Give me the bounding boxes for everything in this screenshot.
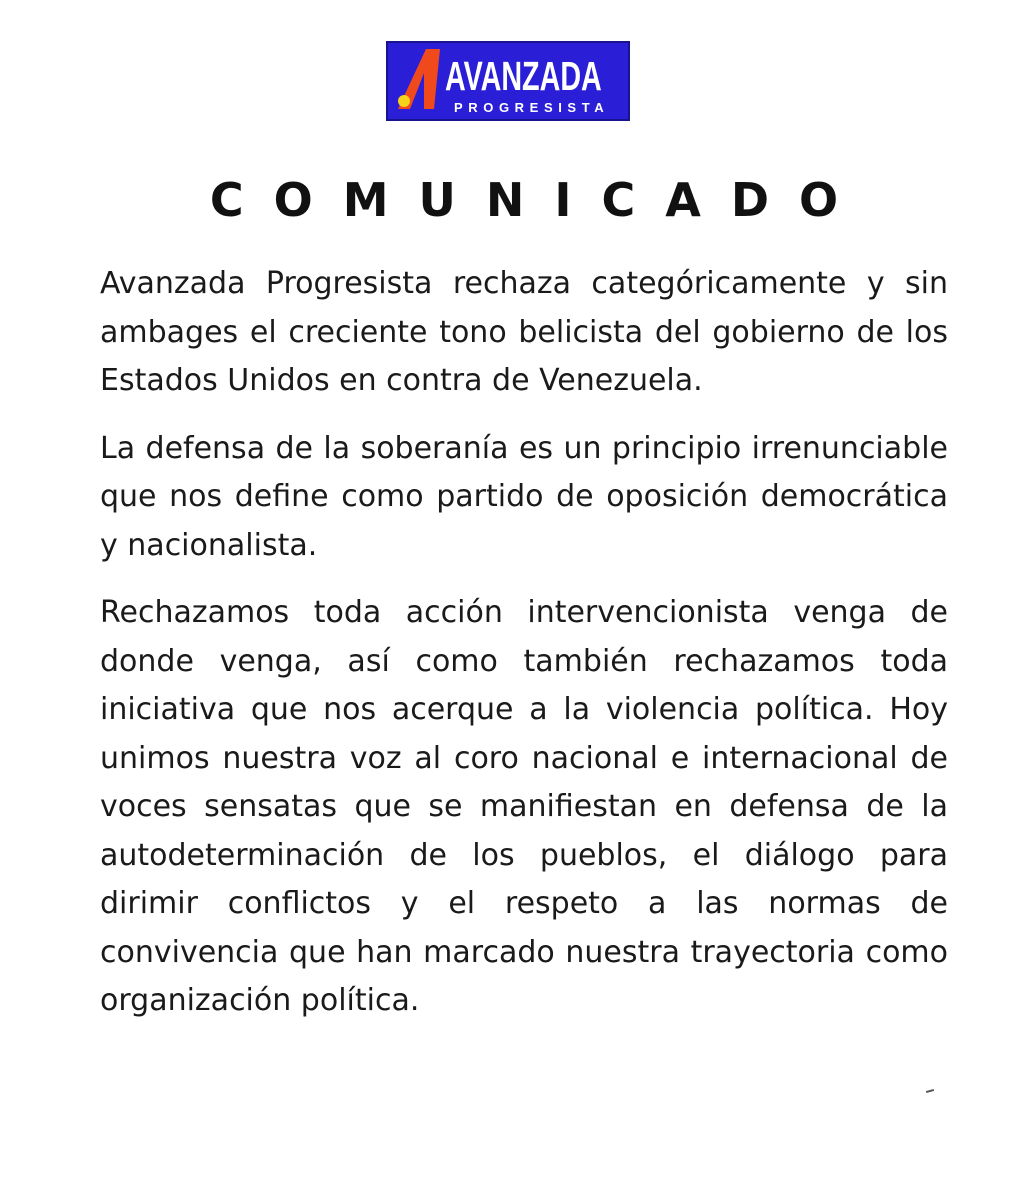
paragraph-3: Rechazamos toda acción intervencionista venga de donde venga, así como también rechazamos toda iniciativa que nos acerque a la violencia política. Hoy unimos nuestra voz al coro nacional e internacional de voces sensatas que se manifiestan en defensa de la autodeterminación de los pueblos, el diálogo para dirimir conflictos y el respeto a las normas de convivencia que han marcado nuestra trayectoria como organización política.	[100, 595, 948, 1018]
logo-dot-icon	[398, 95, 410, 107]
statement-body	[100, 260, 948, 1045]
logo-title: AVANZADA	[445, 53, 602, 99]
party-logo	[386, 41, 630, 121]
page-title: COMUNICADO	[209, 173, 869, 227]
logo-subtitle: PROGRESISTA	[454, 100, 610, 115]
paragraph-2: La defensa de la soberanía es un principio irrenunciable que nos define como partido de oposición democrática y nacionalista.	[100, 430, 948, 563]
paragraph-1: Avanzada Progresista rechaza categóricamente y sin ambages el creciente tono belicista del gobierno de los Estados Unidos en contra de Venezuela.	[100, 266, 948, 398]
stray-mark	[926, 1089, 934, 1093]
